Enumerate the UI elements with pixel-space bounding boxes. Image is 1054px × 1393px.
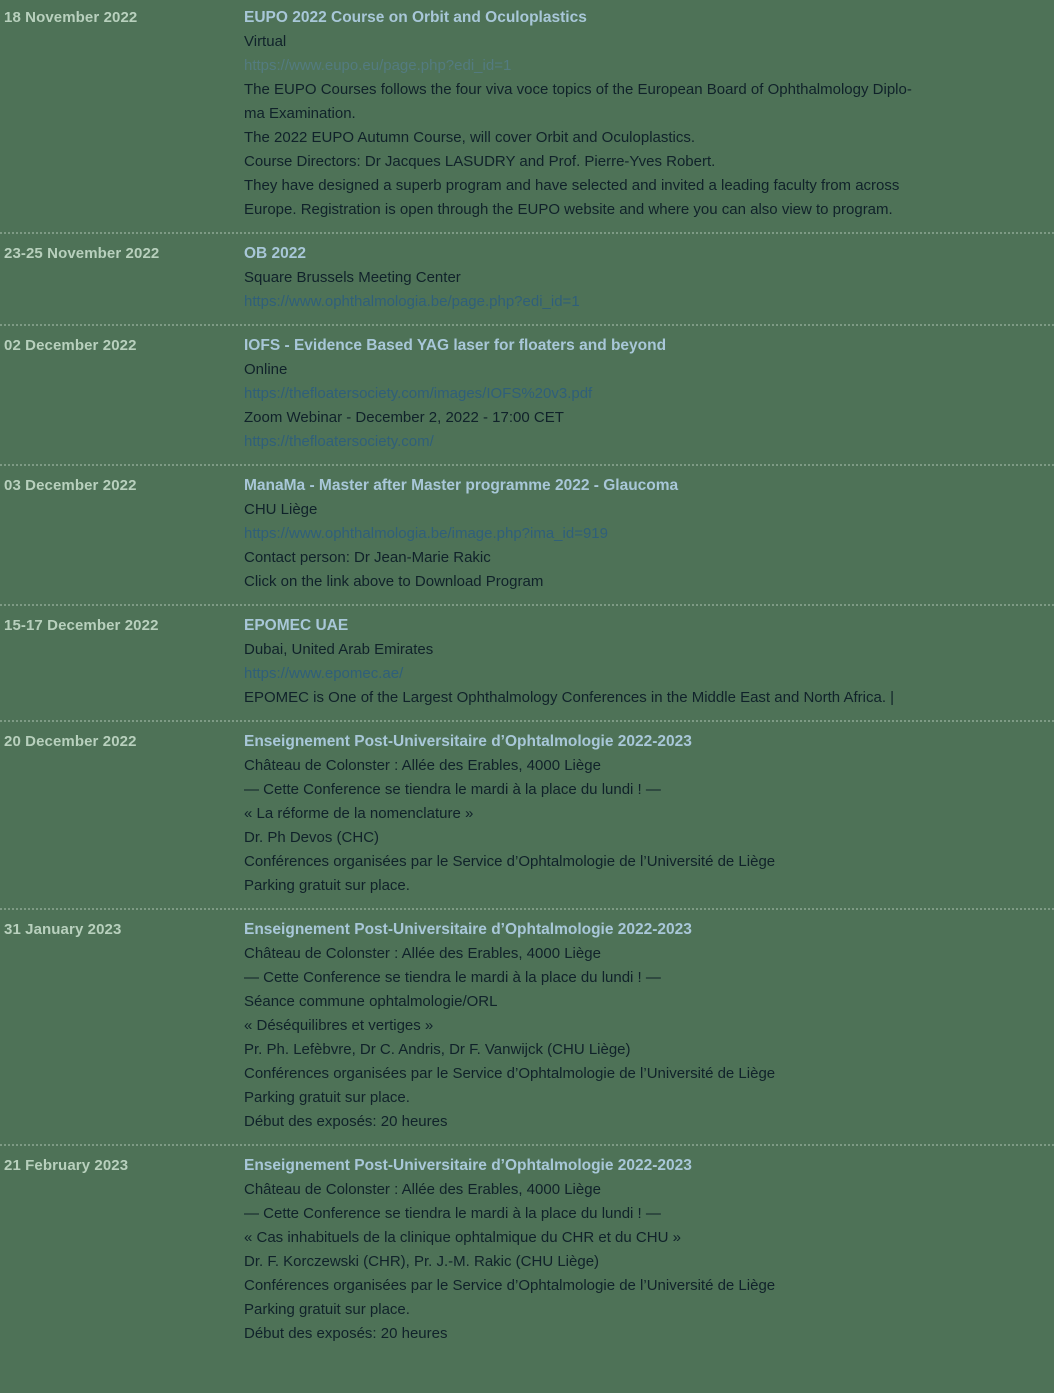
event-details (244, 918, 1036, 1134)
event-detail-line: Château de Colonster : Allée des Erables, 4000 Liège (244, 945, 601, 962)
event-detail-line: « La réforme de la nomenclature » (244, 805, 474, 822)
event-detail-line: « Cas inhabituels de la clinique ophtalmique du CHR et du CHU » (244, 1229, 681, 1246)
event-detail-line: Début des exposés: 20 heures (244, 1325, 448, 1342)
event-detail-line: EPOMEC is One of the Largest Ophthalmology Conferences in the Middle East and North Africa. | (244, 689, 895, 706)
event-title: Enseignement Post-Universitaire d’Ophtalmologie 2022-2023 (244, 921, 692, 938)
event-detail-line: « Déséquilibres et vertiges » (244, 1017, 434, 1034)
event-row (0, 0, 1054, 234)
event-details (244, 474, 1036, 594)
event-title: ManaMa - Master after Master programme 2022 - Glaucoma (244, 477, 679, 494)
event-link[interactable]: https://www.ophthalmologia.be/page.php?edi_id=1 (244, 293, 580, 310)
event-detail-line: Europe. Registration is open through the EUPO website and where you can also view to program. (244, 201, 893, 218)
event-detail-line: Zoom Webinar - December 2, 2022 - 17:00 CET (244, 409, 564, 426)
event-detail-line: Château de Colonster : Allée des Erables, 4000 Liège (244, 1181, 601, 1198)
event-detail-line: Parking gratuit sur place. (244, 1301, 410, 1318)
event-detail-line: — Cette Conference se tiendra le mardi à la place du lundi ! — (244, 781, 661, 798)
event-date: 31 January 2023 (4, 921, 122, 938)
event-date: 23-25 November 2022 (4, 245, 160, 262)
event-detail-line: Parking gratuit sur place. (244, 1089, 410, 1106)
event-title: Enseignement Post-Universitaire d’Ophtalmologie 2022-2023 (244, 733, 692, 750)
event-detail-line: Course Directors: Dr Jacques LASUDRY and Prof. Pierre-Yves Robert. (244, 153, 716, 170)
event-detail-line: Click on the link above to Download Program (244, 573, 544, 590)
event-detail-line: Dr. Ph Devos (CHC) (244, 829, 380, 846)
event-row (0, 326, 1054, 466)
event-detail-line: — Cette Conference se tiendra le mardi à la place du lundi ! — (244, 1205, 661, 1222)
event-date: 21 February 2023 (4, 1157, 129, 1174)
event-detail-line: Online (244, 361, 288, 378)
event-row (0, 234, 1054, 326)
event-detail-line: Parking gratuit sur place. (244, 877, 410, 894)
event-details (244, 334, 1036, 454)
event-date: 03 December 2022 (4, 477, 137, 494)
event-details (244, 6, 1036, 222)
event-detail-line: Conférences organisées par le Service d’Ophtalmologie de l’Université de Liège (244, 1065, 776, 1082)
event-link[interactable]: https://thefloatersociety.com/ (244, 433, 434, 450)
event-detail-line: Square Brussels Meeting Center (244, 269, 461, 286)
event-link[interactable]: https://www.eupo.eu/page.php?edi_id=1 (244, 57, 512, 74)
event-row (0, 1146, 1054, 1356)
event-detail-line: — Cette Conference se tiendra le mardi à la place du lundi ! — (244, 969, 661, 986)
event-detail-line: Pr. Ph. Lefèbvre, Dr C. Andris, Dr F. Vanwijck (CHU Liège) (244, 1041, 631, 1058)
event-detail-line: They have designed a superb program and have selected and invited a leading faculty from across (244, 177, 900, 194)
event-detail-line: Début des exposés: 20 heures (244, 1113, 448, 1130)
event-title: OB 2022 (244, 245, 307, 262)
event-title: EUPO 2022 Course on Orbit and Oculoplastics (244, 9, 587, 26)
event-row (0, 722, 1054, 910)
event-row (0, 606, 1054, 722)
event-detail-line: Conférences organisées par le Service d’Ophtalmologie de l’Université de Liège (244, 853, 776, 870)
event-detail-line: ma Examination. (244, 105, 356, 122)
event-detail-line: The 2022 EUPO Autumn Course, will cover Orbit and Oculoplastics. (244, 129, 696, 146)
event-detail-line: Dubai, United Arab Emirates (244, 641, 434, 658)
event-detail-line: Château de Colonster : Allée des Erables, 4000 Liège (244, 757, 601, 774)
event-link[interactable]: https://www.ophthalmologia.be/image.php?ima_id=919 (244, 525, 608, 542)
event-detail-line: Dr. F. Korczewski (CHR), Pr. J.-M. Rakic (CHU Liège) (244, 1253, 600, 1270)
event-details (244, 242, 1036, 314)
event-row (0, 466, 1054, 606)
event-detail-line: CHU Liège (244, 501, 318, 518)
event-date: 18 November 2022 (4, 9, 138, 26)
event-title: IOFS - Evidence Based YAG laser for floaters and beyond (244, 337, 667, 354)
event-link[interactable]: https://www.epomec.ae/ (244, 665, 404, 682)
event-detail-line: Conférences organisées par le Service d’Ophtalmologie de l’Université de Liège (244, 1277, 776, 1294)
event-detail-line: Contact person: Dr Jean-Marie Rakic (244, 549, 491, 566)
event-date: 02 December 2022 (4, 337, 137, 354)
event-row (0, 910, 1054, 1146)
event-title: EPOMEC UAE (244, 617, 349, 634)
event-link[interactable]: https://thefloatersociety.com/images/IOFS%20v3.pdf (244, 385, 593, 402)
event-details (244, 1154, 1036, 1346)
event-details (244, 730, 1036, 898)
event-date: 20 December 2022 (4, 733, 137, 750)
event-detail-line: The EUPO Courses follows the four viva voce topics of the European Board of Ophthalmology Diplo- (244, 81, 912, 98)
event-details (244, 614, 1036, 710)
event-detail-line: Virtual (244, 33, 287, 50)
event-date: 15-17 December 2022 (4, 617, 159, 634)
event-title: Enseignement Post-Universitaire d’Ophtalmologie 2022-2023 (244, 1157, 692, 1174)
event-detail-line: Séance commune ophtalmologie/ORL (244, 993, 498, 1010)
